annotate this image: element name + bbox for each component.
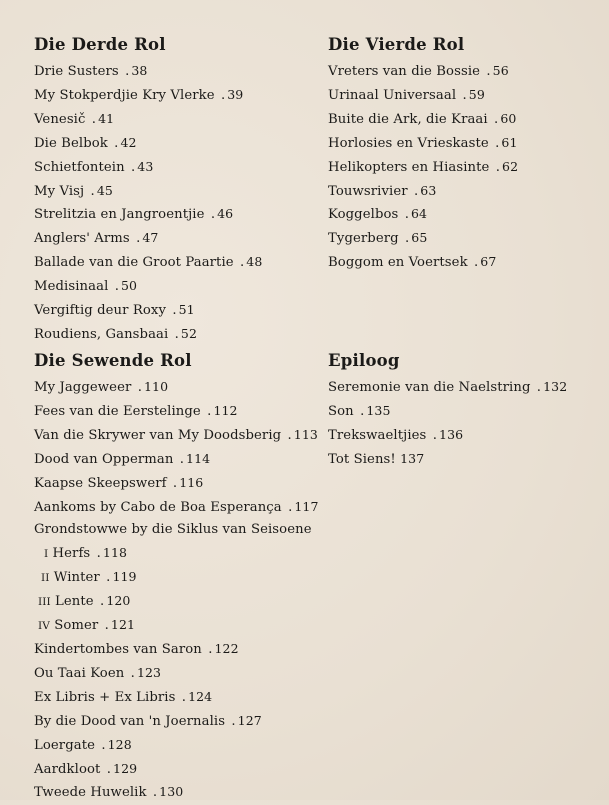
roman-numeral: II	[41, 572, 50, 585]
section-die-vierde-rol	[328, 34, 518, 275]
page-number: 117	[294, 498, 319, 514]
toc-entry	[34, 781, 319, 805]
page-separator: .	[287, 427, 292, 443]
page-separator: .	[288, 499, 293, 515]
entry-title: Ou Taai Koen	[34, 665, 125, 681]
page-separator: .	[208, 641, 213, 657]
toc-entry	[34, 614, 319, 638]
page-separator: .	[101, 737, 106, 753]
page-separator: .	[96, 546, 101, 562]
page-number: 61	[501, 134, 518, 150]
section-epiloog	[328, 350, 567, 472]
section-heading: Die Derde Rol	[34, 35, 166, 54]
page-separator: .	[106, 570, 111, 586]
toc-entry	[34, 496, 319, 520]
toc-entry	[34, 203, 262, 227]
page-separator: .	[360, 403, 365, 419]
page-number: 136	[439, 426, 464, 442]
toc-entry	[328, 180, 518, 204]
toc-entry	[34, 686, 319, 710]
page-separator: .	[91, 111, 97, 127]
toc-entry	[328, 424, 567, 448]
section-die-derde-rol	[34, 34, 262, 347]
page-number: 120	[106, 593, 131, 609]
toc-entry	[328, 203, 518, 227]
toc-entry	[34, 590, 319, 614]
page-separator: .	[100, 594, 105, 610]
entry-title: Helikopters en Hiasinte	[328, 159, 490, 175]
entry-title: Grondstowwe by die Siklus van Seisoene	[34, 522, 312, 538]
page-number: 52	[180, 325, 198, 341]
toc-entry	[34, 710, 319, 734]
entry-title: Vreters van die Bossie	[328, 64, 481, 79]
entry-title: Tygerberg	[328, 231, 399, 247]
page-number: 119	[112, 569, 137, 585]
entry-title: Somer	[54, 618, 99, 634]
roman-numeral: IV	[38, 620, 50, 633]
entry-title: Van die Skrywer van My Doodsberig	[34, 427, 282, 443]
page-number: 42	[120, 134, 137, 150]
page-number: 67	[480, 254, 497, 270]
entry-title: Ex Libris + Ex Libris	[34, 689, 176, 705]
page-separator: .	[494, 111, 499, 127]
page-number: 137	[400, 450, 425, 466]
page-number: 121	[110, 617, 136, 633]
entry-title: Die Belbok	[34, 135, 108, 151]
page-number: 116	[179, 474, 204, 490]
page-separator: .	[432, 427, 438, 443]
toc-list	[34, 60, 262, 347]
page-separator: .	[152, 785, 158, 801]
page-number: 60	[500, 110, 517, 126]
page-separator: .	[207, 403, 212, 419]
toc-entry	[34, 542, 319, 566]
toc-entry	[34, 84, 262, 108]
toc-entry	[34, 299, 262, 323]
page-number: 59	[468, 86, 485, 102]
toc-list	[328, 60, 518, 275]
toc-entry	[34, 566, 319, 590]
entry-title: Schietfontein	[34, 159, 125, 175]
page-separator: .	[172, 475, 178, 491]
entry-title: Son	[328, 403, 354, 419]
entry-title: Kaapse Skeepswerf	[34, 475, 167, 491]
entry-title: Fees van die Eerstelinge	[34, 403, 201, 419]
entry-title: Seremonie van die Naelstring	[328, 380, 531, 395]
page-number: 45	[96, 182, 113, 198]
entry-title: Horlosies en Vrieskaste	[328, 135, 489, 151]
section-heading: Die Sewende Rol	[34, 351, 192, 370]
page-separator: .	[181, 689, 187, 705]
entry-title: My Visj	[34, 183, 85, 199]
page-separator: .	[473, 255, 479, 271]
page-separator: .	[486, 64, 491, 79]
page-number: 56	[492, 63, 509, 78]
page-separator: .	[136, 231, 141, 247]
toc-list	[34, 376, 319, 805]
entry-title: Roudiens, Gansbaai	[34, 326, 169, 342]
page-separator: .	[174, 326, 179, 342]
page-number: 41	[98, 110, 115, 126]
entry-title: Anglers' Arms	[34, 231, 130, 247]
entry-title: Koggelbos	[328, 207, 399, 223]
page-separator: .	[495, 159, 501, 175]
page-number: 46	[217, 206, 234, 222]
entry-title: Loergate	[34, 737, 96, 753]
entry-title: Urinaal Universaal	[328, 87, 457, 103]
toc-entry	[34, 424, 319, 448]
roman-numeral: I	[44, 548, 49, 561]
page-separator: .	[413, 183, 419, 199]
page-separator: .	[239, 255, 245, 271]
entry-title: Medisinaal	[34, 279, 109, 295]
toc-entry	[34, 734, 319, 758]
page-number: 50	[120, 278, 138, 294]
entry-title: Kindertombes van Saron	[34, 641, 202, 657]
page-separator: .	[462, 87, 467, 103]
page-number: 112	[213, 402, 238, 418]
page-separator: .	[114, 135, 119, 151]
toc-entry	[34, 180, 262, 204]
page-number: 114	[186, 450, 211, 466]
entry-title: Trekswaeltjies	[328, 427, 427, 443]
section-heading: Die Vierde Rol	[328, 35, 465, 54]
page-number: 130	[159, 784, 184, 800]
page-number: 123	[136, 664, 162, 680]
toc-entry	[34, 758, 319, 782]
toc-entry	[34, 132, 262, 156]
page-number: 127	[237, 712, 262, 728]
page-number: 110	[143, 379, 169, 394]
page-separator: .	[495, 135, 500, 151]
page-number: 39	[227, 86, 244, 102]
page-number: 118	[102, 545, 128, 561]
page-number: 113	[293, 426, 318, 442]
toc-entry	[34, 662, 319, 686]
toc-entry	[34, 472, 319, 496]
toc-entry	[328, 376, 567, 400]
toc-entry	[34, 638, 319, 662]
toc-entry	[34, 275, 262, 299]
entry-title: My Jaggeweer	[34, 380, 132, 395]
roman-numeral: III	[38, 596, 51, 609]
entry-title: Touwsrivier	[328, 183, 408, 199]
entry-title: Winter	[53, 570, 100, 586]
toc-entry	[328, 251, 518, 275]
page-separator: .	[130, 665, 135, 681]
toc-entry	[328, 227, 518, 251]
page-number: 65	[411, 230, 428, 246]
toc-entry	[34, 156, 262, 180]
entry-title: By die Dood van 'n Joernalis	[34, 713, 226, 729]
page-number: 48	[246, 254, 263, 270]
page-separator: .	[90, 183, 95, 199]
entry-title: Aardkloot	[34, 761, 101, 777]
section-die-sewende-rol	[34, 350, 319, 805]
toc-entry	[34, 376, 319, 400]
page-number: 47	[142, 230, 159, 246]
entry-title: Lente	[55, 594, 94, 610]
page-separator: .	[104, 618, 109, 634]
entry-title: Tot Siens!	[328, 451, 396, 467]
page-number: 38	[131, 63, 148, 78]
entry-title: My Stokperdjie Kry Vlerke	[34, 87, 215, 103]
toc-entry	[34, 227, 262, 251]
page-number: 135	[366, 402, 391, 418]
entry-title: Tweede Huwelik	[34, 785, 147, 801]
page-separator: .	[179, 451, 185, 467]
toc-entry	[328, 448, 567, 472]
entry-title: Herfs	[52, 546, 91, 562]
toc-entry	[34, 108, 262, 132]
page-number: 124	[188, 688, 213, 704]
toc-entry	[328, 60, 518, 84]
entry-title: Buite die Ark, die Kraai	[328, 111, 488, 127]
page-number: 63	[420, 182, 437, 198]
page-separator: .	[137, 380, 142, 395]
page-separator: .	[125, 64, 130, 79]
page-number: 132	[543, 379, 568, 394]
entry-title: Venesič	[34, 111, 86, 127]
toc-entry	[34, 400, 319, 424]
page-number: 64	[411, 206, 428, 222]
page-number: 128	[107, 736, 132, 752]
entry-title: Drie Susters	[34, 64, 119, 79]
toc-entry	[328, 84, 518, 108]
toc-entry	[328, 108, 518, 132]
page-separator: .	[536, 380, 542, 395]
page-number: 43	[137, 158, 154, 174]
page-number: 129	[113, 760, 138, 776]
section-heading: Epiloog	[328, 351, 400, 370]
entry-title: Vergiftig deur Roxy	[34, 303, 167, 319]
page-separator: .	[231, 713, 236, 729]
page-separator: .	[172, 303, 177, 319]
toc-entry	[34, 519, 319, 542]
page-separator: .	[130, 159, 136, 175]
toc-entry	[34, 60, 262, 84]
toc-entry	[328, 400, 567, 424]
entry-title: Ballade van die Groot Paartie	[34, 255, 234, 271]
entry-title: Boggom en Voertsek	[328, 255, 468, 271]
entry-title: Strelitzia en Jangroentjie	[34, 207, 205, 223]
toc-entry	[34, 448, 319, 472]
page-separator: .	[404, 207, 409, 223]
toc-entry	[34, 251, 262, 275]
page-number: 51	[178, 302, 195, 318]
page-number: 62	[502, 158, 519, 174]
entry-title: Aankoms by Cabo de Boa Esperança	[34, 499, 282, 515]
page-separator: .	[405, 231, 410, 247]
page-separator: .	[220, 87, 226, 103]
toc-entry	[34, 323, 262, 347]
toc-entry	[328, 156, 518, 180]
entry-title: Dood van Opperman	[34, 451, 174, 467]
page-separator: .	[114, 279, 119, 295]
page-separator: .	[210, 207, 216, 223]
page-separator: .	[106, 761, 112, 777]
toc-entry	[328, 132, 518, 156]
toc-list	[328, 376, 567, 472]
page-number: 122	[214, 640, 239, 656]
